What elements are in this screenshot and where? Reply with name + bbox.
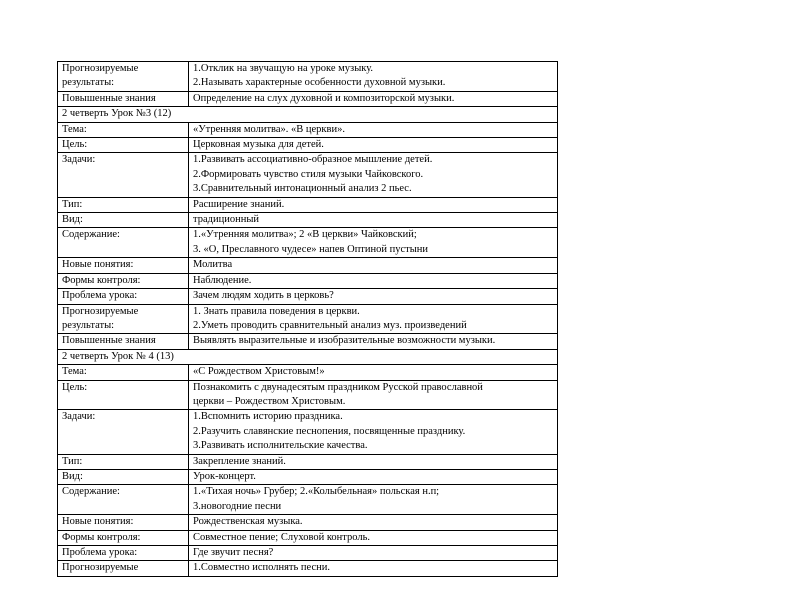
table-row: [58, 213, 558, 228]
row-value-text: Зачем людям ходить в церковь?: [193, 290, 334, 302]
row-value-text: Познакомить с двунадесятым праздником Русской православной: [193, 381, 483, 393]
section-title: 2 четверть Урок № 4 (13): [62, 350, 174, 362]
value-cell: [189, 138, 558, 153]
value-cell: [189, 454, 558, 469]
row-value-text: 2.Формировать чувство стиля музыки Чайковского.: [193, 168, 424, 180]
row-value-text: 2.Называть характерные особенности духовной музыки.: [193, 77, 446, 89]
value-cell: [189, 365, 558, 380]
table-row: [58, 546, 558, 561]
table-row: [58, 304, 558, 334]
row-label-text: Тема:: [62, 123, 87, 135]
row-value-text: Закрепление знаний.: [193, 455, 286, 467]
row-value-text: Наблюдение.: [193, 274, 252, 286]
value-cell: [189, 289, 558, 304]
label-cell: [58, 365, 189, 380]
value-cell: [189, 213, 558, 228]
section-title: 2 четверть Урок №3 (12): [62, 108, 172, 120]
row-label-text: Задачи:: [62, 154, 96, 166]
row-value-text: 1.Вспомнить историю праздника.: [193, 411, 343, 423]
value-cell: [189, 153, 558, 197]
row-label-text: Новые понятия:: [62, 516, 134, 528]
row-label-text: Формы контроля:: [62, 531, 141, 543]
label-cell: [58, 485, 189, 515]
table-row: [58, 454, 558, 469]
label-cell: [58, 334, 189, 349]
row-value-text: Определение на слух духовной и композиторской музыки.: [193, 92, 455, 104]
section-header-row: [58, 349, 558, 364]
row-label-text: Повышенные знания: [62, 335, 156, 347]
label-cell: [58, 289, 189, 304]
label-cell: [58, 122, 189, 137]
table-row: [58, 228, 558, 258]
table-row: [58, 153, 558, 197]
label-cell: [58, 91, 189, 106]
section-header-row: [58, 107, 558, 122]
row-label-text: результаты:: [62, 319, 115, 331]
row-label-text: Вид:: [62, 214, 83, 226]
row-label-text: Прогнозируемые: [62, 562, 139, 574]
table-row: [58, 561, 558, 576]
section-title-cell: [58, 107, 558, 122]
value-cell: [189, 228, 558, 258]
value-cell: [189, 91, 558, 106]
value-cell: [189, 273, 558, 288]
label-cell: [58, 515, 189, 530]
row-label-text: Содержание:: [62, 229, 120, 241]
row-label-text: Повышенные знания: [62, 92, 156, 104]
label-cell: [58, 380, 189, 410]
row-value-text: «Утренняя молитва». «В церкви».: [193, 123, 345, 135]
row-label-text: Цель:: [62, 381, 88, 393]
value-cell: [189, 530, 558, 545]
row-value-text: Выявлять выразительные и изобразительные возможности музыки.: [193, 335, 496, 347]
value-cell: [189, 258, 558, 273]
table-row: [58, 289, 558, 304]
row-value-text: 1.Совместно исполнять песни.: [193, 562, 330, 574]
label-cell: [58, 304, 189, 334]
table-row: [58, 91, 558, 106]
label-cell: [58, 197, 189, 212]
value-cell: [189, 62, 558, 92]
row-label-text: Проблема урока:: [62, 547, 138, 558]
value-cell: [189, 304, 558, 334]
row-label-text: Задачи:: [62, 411, 96, 423]
table-row: [58, 122, 558, 137]
row-label-text: Прогнозируемые: [62, 305, 139, 317]
row-value-text: Урок-концерт.: [193, 470, 256, 482]
lesson-plan-table: [57, 61, 558, 577]
table-row: [58, 485, 558, 515]
table-row: [58, 273, 558, 288]
row-value-text: 1.«Утренняя молитва»; 2 «В церкви» Чайковский;: [193, 229, 417, 241]
row-label-text: Вид:: [62, 470, 83, 482]
value-cell: [189, 546, 558, 561]
label-cell: [58, 454, 189, 469]
row-label-text: Тема:: [62, 366, 87, 378]
label-cell: [58, 213, 189, 228]
row-value-text: 3.новогодние песни: [193, 500, 282, 512]
row-label-text: Новые понятия:: [62, 259, 134, 271]
row-value-text: 1.«Тихая ночь» Грубер; 2.«Колыбельная» польская н.п;: [193, 486, 440, 498]
label-cell: [58, 258, 189, 273]
row-value-text: Совместное пение; Слуховой контроль.: [193, 531, 370, 543]
label-cell: [58, 469, 189, 484]
row-value-text: Молитва: [193, 259, 233, 271]
value-cell: [189, 334, 558, 349]
row-value-text: 1.Развивать ассоциативно-образное мышление детей.: [193, 154, 433, 166]
row-value-text: Расширение знаний.: [193, 198, 285, 210]
table-row: [58, 515, 558, 530]
label-cell: [58, 410, 189, 454]
row-value-text: «С Рождеством Христовым!»: [193, 366, 325, 378]
table-row: [58, 62, 558, 92]
row-label-text: Проблема урока:: [62, 290, 138, 302]
row-label-text: Тип:: [62, 198, 83, 210]
table-row: [58, 138, 558, 153]
table-row: [58, 530, 558, 545]
row-label-text: результаты:: [62, 77, 115, 89]
table-row: [58, 469, 558, 484]
table-row: [58, 197, 558, 212]
value-cell: [189, 469, 558, 484]
row-value-text: Где звучит песня?: [193, 547, 274, 558]
row-label-text: Формы контроля:: [62, 274, 141, 286]
row-label-text: Прогнозируемые: [62, 63, 139, 74]
value-cell: [189, 485, 558, 515]
row-value-text: Рождественская музыка.: [193, 516, 303, 528]
value-cell: [189, 515, 558, 530]
table-row: [58, 334, 558, 349]
lesson-plan-table-body: [58, 62, 558, 577]
row-value-text: 1. Знать правила поведения в церкви.: [193, 305, 360, 317]
label-cell: [58, 62, 189, 92]
label-cell: [58, 561, 189, 576]
label-cell: [58, 228, 189, 258]
table-row: [58, 410, 558, 454]
row-value-text: традиционный: [193, 214, 259, 226]
row-value-text: 3. «О, Преславного чудесе» напев Оптиной пустыни: [193, 243, 429, 255]
table-row: [58, 380, 558, 410]
row-value-text: 3.Развивать исполнительские качества.: [193, 440, 368, 452]
row-label-text: Содержание:: [62, 486, 120, 498]
value-cell: [189, 380, 558, 410]
row-value-text: 2.Уметь проводить сравнительный анализ муз. произведений: [193, 319, 467, 331]
row-value-text: 3.Сравнительный интонационный анализ 2 пьес.: [193, 183, 412, 195]
row-label-text: Цель:: [62, 139, 88, 151]
row-value-text: 1.Отклик на звучащую на уроке музыку.: [193, 63, 374, 74]
row-label-text: Тип:: [62, 455, 83, 467]
label-cell: [58, 153, 189, 197]
row-value-text: церкви – Рождеством Христовым.: [193, 395, 346, 407]
label-cell: [58, 546, 189, 561]
value-cell: [189, 561, 558, 576]
table-row: [58, 365, 558, 380]
value-cell: [189, 122, 558, 137]
label-cell: [58, 530, 189, 545]
value-cell: [189, 410, 558, 454]
row-value-text: 2.Разучить славянские песнопения, посвященные празднику.: [193, 425, 466, 437]
label-cell: [58, 273, 189, 288]
row-value-text: Церковная музыка для детей.: [193, 139, 324, 151]
label-cell: [58, 138, 189, 153]
section-title-cell: [58, 349, 558, 364]
value-cell: [189, 197, 558, 212]
table-row: [58, 258, 558, 273]
